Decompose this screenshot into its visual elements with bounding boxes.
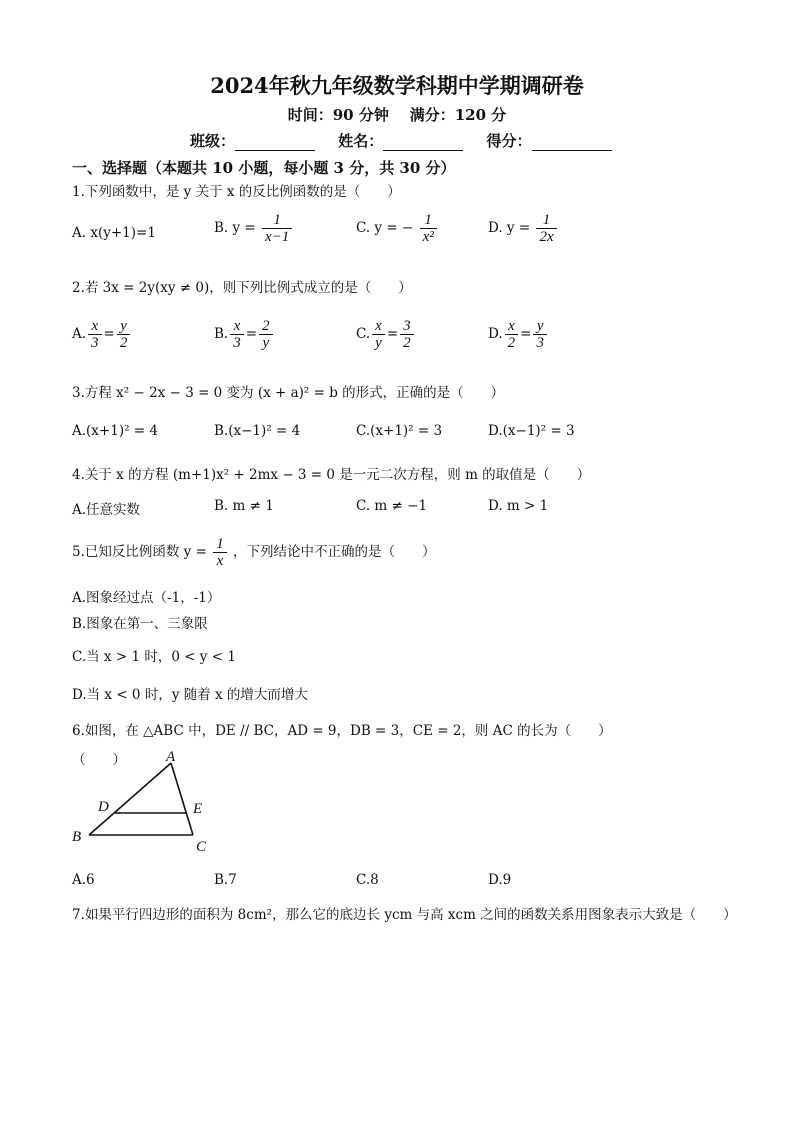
q2-a-letter: A. — [72, 326, 87, 342]
q1-b-prefix: B. y = — [214, 220, 256, 236]
score-label: 满分：120 分 — [409, 106, 507, 124]
q3-option-c: C.(x+1)² = 3 — [356, 423, 443, 439]
page-title: 2024年秋九年级数学科期中学期调研卷 — [210, 73, 584, 98]
q4-option-c: C. m ≠ −1 — [356, 498, 428, 514]
q2-d-n2: y — [533, 318, 547, 335]
q2-c-n1: x — [372, 318, 385, 335]
q1-stem: 1.下列函数中，是 y 关于 x 的反比例函数的是（ ） — [72, 184, 401, 200]
q6-option-d: D.9 — [488, 872, 512, 888]
q2-b-letter: B. — [214, 326, 229, 342]
q1-option-c — [356, 212, 439, 245]
q4-stem: 4.关于 x 的方程 (m+1)x² + 2mx − 3 = 0 是一元二次方程，则 m 的取值是（ ） — [72, 467, 591, 483]
score-blank[interactable] — [532, 136, 612, 151]
q2-option-a: A. $\frac{x}{3}$ = $\frac{y}{2}$ — [72, 318, 132, 351]
q2-c-n2: 3 — [400, 318, 414, 335]
q6-stem: 6.如图，在 △ABC 中，DE // BC，AD = 9，DB = 3，CE = 2，则 AC 的长为（ ） — [72, 723, 612, 739]
vertex-d-label: D — [98, 799, 109, 815]
q2-option-b: B. $\frac{x}{3}$ = $\frac{2}{y}$ — [214, 318, 275, 351]
q3-option-a: A.(x+1)² = 4 — [72, 423, 158, 439]
q5-option-c: C.当 x > 1 时，0 < y < 1 — [72, 649, 236, 665]
q1-d-den: 2x — [539, 229, 554, 245]
vertex-b-label: B — [72, 829, 82, 845]
q3-option-b: B.(x−1)² = 4 — [214, 423, 301, 439]
q2-d-n1: x — [505, 318, 519, 335]
q2-c-letter: C. — [356, 326, 371, 342]
q2-d-letter: D. — [488, 326, 503, 342]
q1-c-prefix: C. y = − — [356, 220, 414, 236]
q2-a-d1: 3 — [91, 335, 99, 351]
q4-option-d: D. m > 1 — [488, 498, 549, 514]
q2-d-d2: 3 — [536, 335, 544, 351]
exam-meta — [0, 104, 794, 125]
q2-c-d2: 2 — [403, 335, 411, 351]
q2-a-n1: x — [88, 318, 102, 335]
student-info-row — [190, 130, 630, 151]
class-label: 班级： — [190, 132, 236, 150]
q1-option-a: A. x(y+1)=1 — [72, 225, 156, 241]
q1-c-num: 1 — [420, 212, 437, 229]
vertex-a-label: A — [166, 749, 176, 765]
name-label: 姓名： — [338, 132, 384, 150]
q4-option-b: B. m ≠ 1 — [214, 498, 274, 514]
name-blank[interactable] — [383, 136, 463, 151]
q2-b-n2: 2 — [259, 318, 273, 335]
q6-option-a: A.6 — [72, 872, 95, 888]
vertex-c-label: C — [196, 839, 207, 855]
q7-stem: 7.如果平行四边形的面积为 8cm²，那么它的底边长 ycm 与高 xcm 之间的函数关系用图象表示大致是（ ） — [72, 907, 737, 923]
q5-stem-suffix: ，下列结论中不正确的是（ ） — [233, 544, 436, 560]
q1-b-den: x−1 — [265, 229, 290, 245]
q3-option-d: D.(x−1)² = 3 — [488, 423, 575, 439]
q2-option-d: D. $\frac{x}{2}$ = $\frac{y}{3}$ — [488, 318, 549, 351]
q6-answer-paren: （ ） — [72, 752, 126, 768]
q5-den: x — [216, 553, 224, 569]
q2-stem: 2.若 3x = 2y(xy ≠ 0)，则下列比例式成立的是（ ） — [72, 280, 412, 296]
q1-option-b — [214, 212, 294, 245]
q1-d-num: 1 — [536, 212, 556, 229]
q5-stem — [72, 536, 436, 569]
q2-b-d1: 3 — [233, 335, 241, 351]
q2-b-n1: x — [230, 318, 244, 335]
q5-num: 1 — [213, 536, 227, 553]
q2-option-c: C. $\frac{x}{y}$ = $\frac{3}{2}$ — [356, 318, 416, 351]
q1-c-den: x² — [422, 229, 434, 245]
q5-option-a: A.图象经过点（-1，-1） — [72, 590, 221, 606]
section-title: 一、选择题（本题共 10 小题，每小题 3 分，共 30 分） — [72, 159, 456, 177]
q1-d-prefix: D. y = — [488, 220, 531, 236]
q5-stem-prefix: 5.已知反比例函数 y = — [72, 544, 207, 560]
q2-d-d1: 2 — [507, 335, 516, 351]
q4-option-a: A.任意实数 — [72, 502, 141, 518]
q6-option-b: B.7 — [214, 872, 237, 888]
q5-option-b: B.图象在第一、三象限 — [72, 616, 208, 632]
q2-a-n2: y — [117, 318, 131, 335]
time-label: 时间：90 分钟 — [287, 106, 389, 124]
q2-a-d2: 2 — [119, 335, 128, 351]
q3-stem: 3.方程 x² − 2x − 3 = 0 变为 (x + a)² = b 的形式，正确的是（ ） — [72, 385, 505, 401]
class-blank[interactable] — [235, 136, 315, 151]
q2-b-d2: y — [262, 335, 270, 351]
q1-b-num: 1 — [262, 212, 292, 229]
q1-option-d — [488, 212, 559, 245]
q2-c-d1: y — [375, 335, 382, 351]
vertex-e-label: E — [193, 801, 203, 817]
q6-option-c: C.8 — [356, 872, 379, 888]
get-score-label: 得分： — [486, 132, 532, 150]
triangle-figure — [60, 745, 230, 857]
side-ac — [171, 763, 193, 835]
q5-option-d: D.当 x < 0 时，y 随着 x 的增大而增大 — [72, 687, 308, 703]
